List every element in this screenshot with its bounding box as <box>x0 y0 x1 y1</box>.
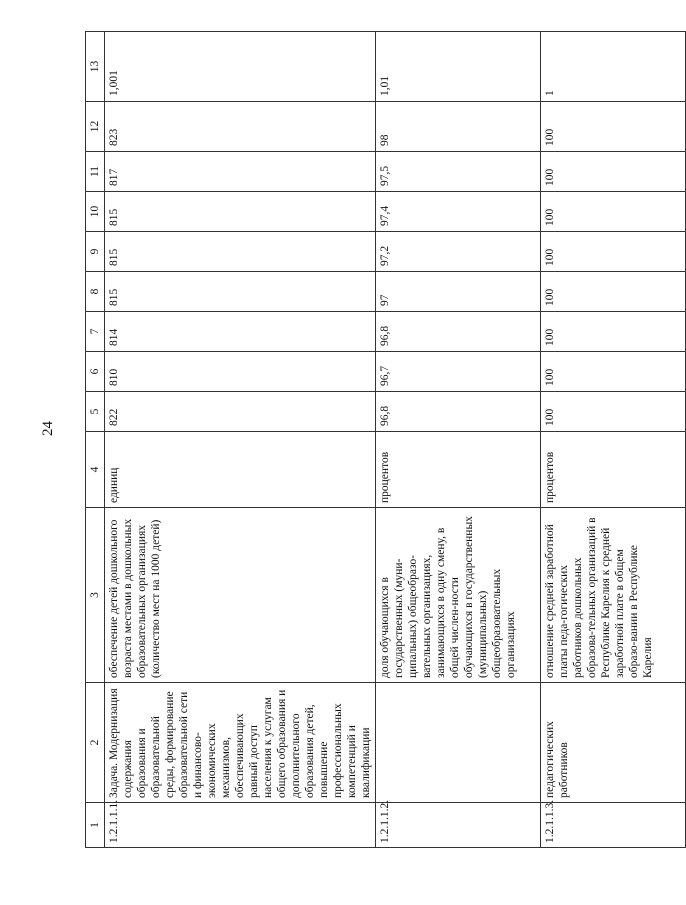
value-cell: 100 <box>541 102 686 152</box>
header-cell: 4 <box>86 432 105 508</box>
value-cell: 100 <box>541 352 686 392</box>
value-cell: 97 <box>376 272 541 312</box>
value-cell: 97,5 <box>376 152 541 192</box>
value-cell: 100 <box>541 232 686 272</box>
value-cell: 100 <box>541 312 686 352</box>
task-cell <box>376 683 541 803</box>
row-code: 1.2.1.1.1. <box>105 803 376 848</box>
header-row <box>86 32 105 848</box>
indicator-cell: доля обучающихся в государственных (муни-ципальных) общеобразо-вательных организациях, занимающихся в одну смену, в общей числен-ности обучающихся в государственных (муниципальных) общеобразовательных организациях <box>376 508 541 683</box>
value-cell: 1 <box>541 32 686 102</box>
value-cell: 815 <box>105 192 376 232</box>
value-cell: 823 <box>105 102 376 152</box>
value-cell: 96,8 <box>376 312 541 352</box>
task-cell: педагогических работников <box>541 683 686 803</box>
header-cell: 7 <box>86 312 105 352</box>
value-cell: 100 <box>541 272 686 312</box>
table-row <box>376 32 541 848</box>
header-cell: 12 <box>86 102 105 152</box>
indicator-cell: обеспечение детей дошкольного возраста местами в дошкольных образовательных организациях (количество мест на 1000 детей) <box>105 508 376 683</box>
value-cell: 1,01 <box>376 32 541 102</box>
value-cell: 1,001 <box>105 32 376 102</box>
page-number: 24 <box>40 421 56 436</box>
task-cell: Задача. Модернизация содержания образования и образовательной среды, формирование образовательной сети и финансово-экономических механизмов, обеспечивающих равный доступ населения к услугам общего образования и дополнительного образования детей, повышение профессиональных компетенций и квалификации <box>105 683 376 803</box>
value-cell: 100 <box>541 192 686 232</box>
header-cell: 5 <box>86 392 105 432</box>
value-cell: 810 <box>105 352 376 392</box>
value-cell: 814 <box>105 312 376 352</box>
value-cell: 815 <box>105 272 376 312</box>
header-cell: 9 <box>86 232 105 272</box>
header-cell: 13 <box>86 32 105 102</box>
value-cell: 97,2 <box>376 232 541 272</box>
header-cell: 3 <box>86 508 105 683</box>
value-cell: 100 <box>541 152 686 192</box>
value-cell: 98 <box>376 102 541 152</box>
header-cell: 2 <box>86 683 105 803</box>
indicators-table <box>85 31 686 848</box>
header-cell: 1 <box>86 803 105 848</box>
value-cell: 96,7 <box>376 352 541 392</box>
unit-cell: процентов <box>376 432 541 508</box>
header-cell: 11 <box>86 152 105 192</box>
value-cell: 97,4 <box>376 192 541 232</box>
value-cell: 822 <box>105 392 376 432</box>
header-cell: 6 <box>86 352 105 392</box>
value-cell: 100 <box>541 392 686 432</box>
rotated-table-wrapper <box>85 32 655 848</box>
unit-cell: единиц <box>105 432 376 508</box>
row-code: 1.2.1.1.3. <box>541 803 686 848</box>
value-cell: 96,8 <box>376 392 541 432</box>
table-row <box>105 32 376 848</box>
unit-cell: процентов <box>541 432 686 508</box>
table-row <box>541 32 686 848</box>
header-cell: 8 <box>86 272 105 312</box>
header-cell: 10 <box>86 192 105 232</box>
value-cell: 817 <box>105 152 376 192</box>
row-code: 1.2.1.1.2. <box>376 803 541 848</box>
value-cell: 815 <box>105 232 376 272</box>
indicator-cell: отношение средней заработной платы педа-гогических работников дошкольных образова-тельных организаций в Республике Карелия к средней заработной плате в общем образо-вании в Республике Карелия <box>541 508 686 683</box>
